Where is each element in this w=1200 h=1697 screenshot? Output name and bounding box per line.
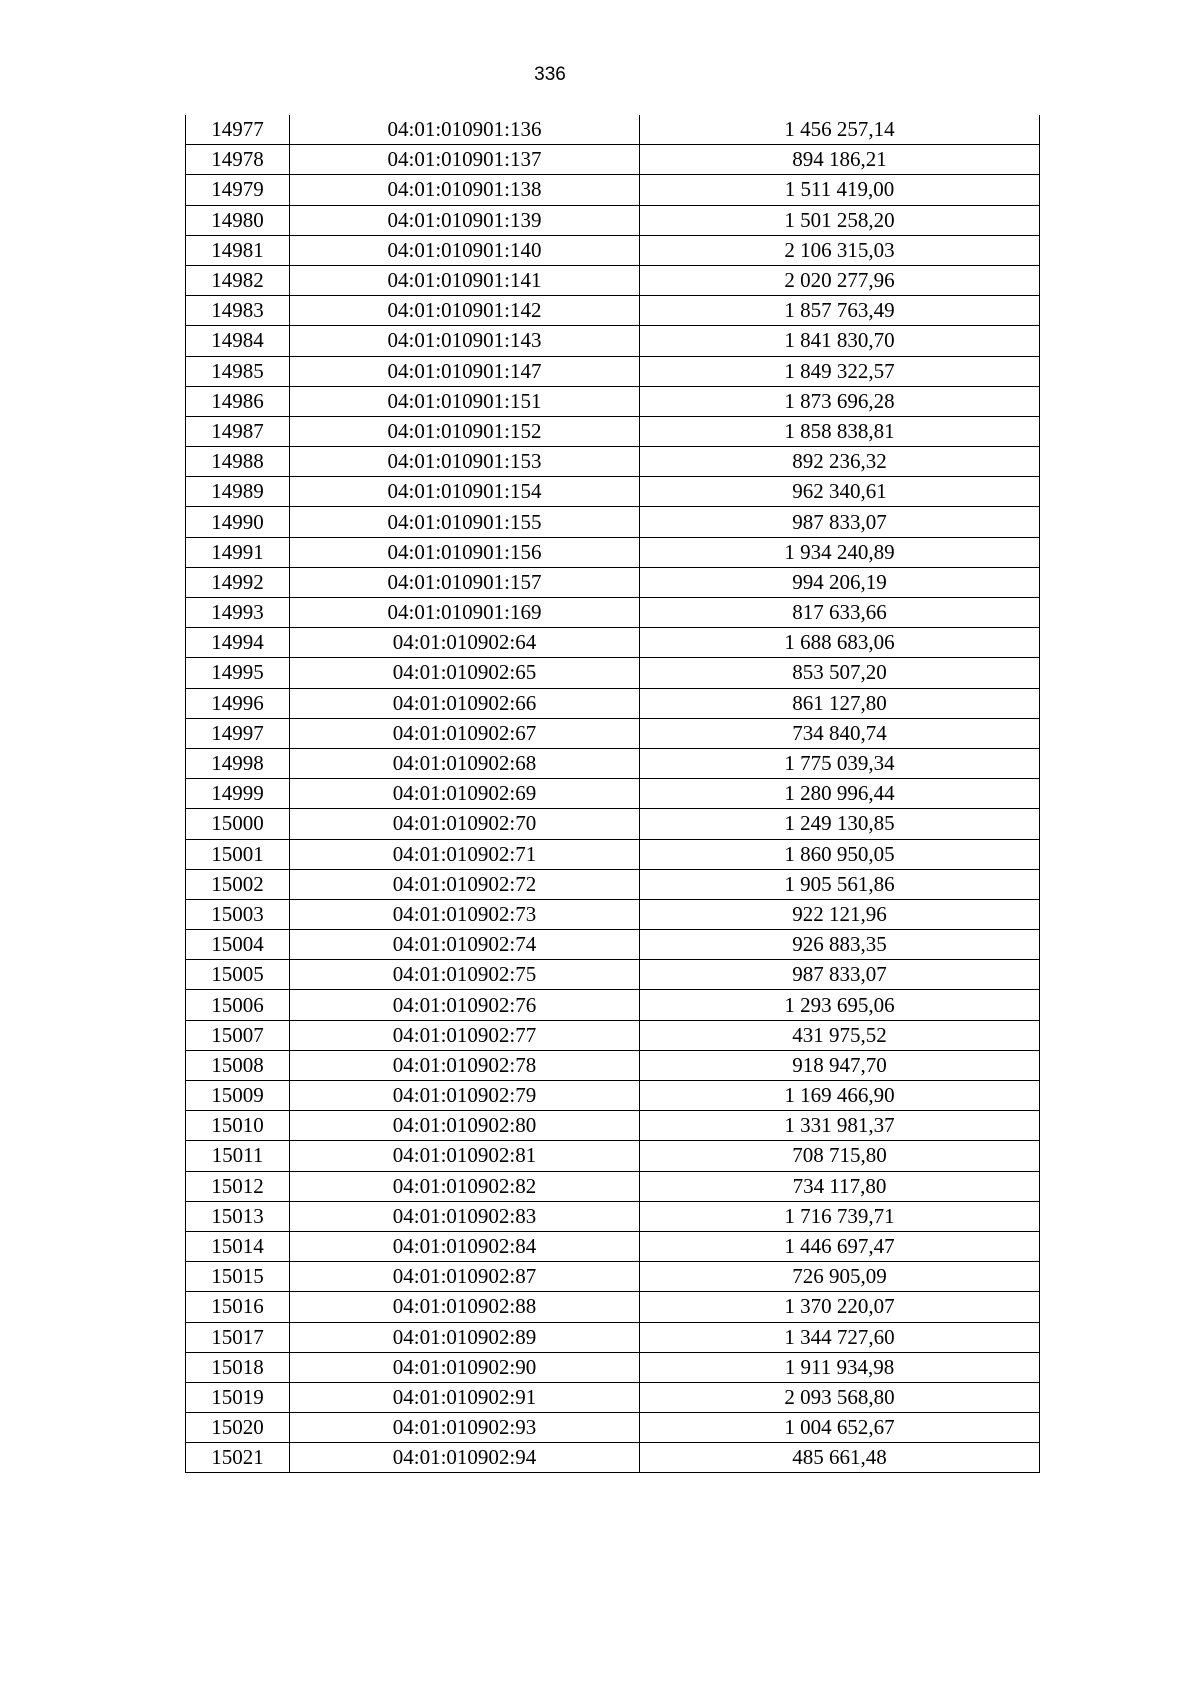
cadastral-value-cell: 853 507,20 <box>640 658 1040 688</box>
cadastral-value-cell: 431 975,52 <box>640 1020 1040 1050</box>
cadastral-number-cell: 04:01:010901:153 <box>290 447 640 477</box>
table-row <box>186 839 1040 869</box>
table-row <box>186 1050 1040 1080</box>
table-row <box>186 1111 1040 1141</box>
cadastral-number-cell: 04:01:010902:80 <box>290 1111 640 1141</box>
cadastral-value-cell: 1 873 696,28 <box>640 386 1040 416</box>
row-number-cell: 15006 <box>186 990 290 1020</box>
table-row <box>186 1201 1040 1231</box>
table-row <box>186 598 1040 628</box>
cadastral-value-cell: 926 883,35 <box>640 930 1040 960</box>
page-number: 336 <box>534 64 566 85</box>
cadastral-value-cell: 1 858 838,81 <box>640 416 1040 446</box>
cadastral-number-cell: 04:01:010902:87 <box>290 1262 640 1292</box>
row-number-cell: 14978 <box>186 145 290 175</box>
row-number-cell: 14995 <box>186 658 290 688</box>
table-row <box>186 296 1040 326</box>
table-row <box>186 145 1040 175</box>
cadastral-number-cell: 04:01:010902:65 <box>290 658 640 688</box>
row-number-cell: 15003 <box>186 899 290 929</box>
cadastral-value-cell: 1 775 039,34 <box>640 748 1040 778</box>
cadastral-value-cell: 2 106 315,03 <box>640 235 1040 265</box>
cadastral-number-cell: 04:01:010902:77 <box>290 1020 640 1050</box>
cadastral-value-cell: 1 911 934,98 <box>640 1352 1040 1382</box>
cadastral-value-cell: 1 841 830,70 <box>640 326 1040 356</box>
row-number-cell: 15007 <box>186 1020 290 1050</box>
cadastral-number-cell: 04:01:010901:151 <box>290 386 640 416</box>
table-row <box>186 1352 1040 1382</box>
table-row <box>186 1231 1040 1261</box>
cadastral-number-cell: 04:01:010901:140 <box>290 235 640 265</box>
cadastral-number-cell: 04:01:010902:76 <box>290 990 640 1020</box>
table-row <box>186 175 1040 205</box>
table-row <box>186 869 1040 899</box>
cadastral-number-cell: 04:01:010902:64 <box>290 628 640 658</box>
table-row <box>186 899 1040 929</box>
cadastral-number-cell: 04:01:010902:84 <box>290 1231 640 1261</box>
cadastral-value-cell: 1 860 950,05 <box>640 839 1040 869</box>
cadastral-number-cell: 04:01:010902:72 <box>290 869 640 899</box>
row-number-cell: 14981 <box>186 235 290 265</box>
table-row <box>186 386 1040 416</box>
table-row <box>186 1081 1040 1111</box>
cadastral-number-cell: 04:01:010902:66 <box>290 688 640 718</box>
row-number-cell: 14993 <box>186 598 290 628</box>
cadastral-number-cell: 04:01:010901:169 <box>290 598 640 628</box>
cadastral-number-cell: 04:01:010902:91 <box>290 1382 640 1412</box>
row-number-cell: 15018 <box>186 1352 290 1382</box>
cadastral-value-cell: 1 456 257,14 <box>640 115 1040 145</box>
table-row <box>186 990 1040 1020</box>
row-number-cell: 14992 <box>186 567 290 597</box>
table-row <box>186 748 1040 778</box>
cadastral-number-cell: 04:01:010902:68 <box>290 748 640 778</box>
row-number-cell: 14991 <box>186 537 290 567</box>
cadastral-value-cell: 1 004 652,67 <box>640 1413 1040 1443</box>
cadastral-value-cell: 1 331 981,37 <box>640 1111 1040 1141</box>
table-row <box>186 567 1040 597</box>
row-number-cell: 14994 <box>186 628 290 658</box>
table-row <box>186 1322 1040 1352</box>
cadastral-number-cell: 04:01:010901:154 <box>290 477 640 507</box>
cadastral-number-cell: 04:01:010901:136 <box>290 115 640 145</box>
row-number-cell: 15011 <box>186 1141 290 1171</box>
table-row <box>186 1443 1040 1473</box>
cadastral-value-cell: 734 117,80 <box>640 1171 1040 1201</box>
cadastral-value-cell: 2 020 277,96 <box>640 265 1040 295</box>
table-row <box>186 356 1040 386</box>
table-row <box>186 1020 1040 1050</box>
table-row <box>186 1141 1040 1171</box>
row-number-cell: 15000 <box>186 809 290 839</box>
cadastral-value-cell: 1 511 419,00 <box>640 175 1040 205</box>
cadastral-value-cell: 1 716 739,71 <box>640 1201 1040 1231</box>
cadastral-number-cell: 04:01:010902:90 <box>290 1352 640 1382</box>
cadastral-number-cell: 04:01:010901:156 <box>290 537 640 567</box>
row-number-cell: 15013 <box>186 1201 290 1231</box>
table-row <box>186 960 1040 990</box>
table-row <box>186 326 1040 356</box>
table-row <box>186 930 1040 960</box>
table-row <box>186 628 1040 658</box>
cadastral-number-cell: 04:01:010901:142 <box>290 296 640 326</box>
cadastral-number-cell: 04:01:010902:75 <box>290 960 640 990</box>
cadastral-number-cell: 04:01:010902:82 <box>290 1171 640 1201</box>
table-row <box>186 1171 1040 1201</box>
cadastral-number-cell: 04:01:010902:93 <box>290 1413 640 1443</box>
cadastral-number-cell: 04:01:010902:74 <box>290 930 640 960</box>
cadastral-value-cell: 918 947,70 <box>640 1050 1040 1080</box>
cadastral-number-cell: 04:01:010901:139 <box>290 205 640 235</box>
cadastral-value-cell: 1 280 996,44 <box>640 779 1040 809</box>
cadastral-value-cell: 1 293 695,06 <box>640 990 1040 1020</box>
cadastral-number-cell: 04:01:010902:94 <box>290 1443 640 1473</box>
table-row <box>186 718 1040 748</box>
cadastral-value-cell: 1 849 322,57 <box>640 356 1040 386</box>
cadastral-number-cell: 04:01:010902:73 <box>290 899 640 929</box>
row-number-cell: 15014 <box>186 1231 290 1261</box>
row-number-cell: 15001 <box>186 839 290 869</box>
row-number-cell: 14998 <box>186 748 290 778</box>
cadastral-value-cell: 2 093 568,80 <box>640 1382 1040 1412</box>
row-number-cell: 15016 <box>186 1292 290 1322</box>
cadastral-number-cell: 04:01:010901:137 <box>290 145 640 175</box>
cadastral-number-cell: 04:01:010902:83 <box>290 1201 640 1231</box>
row-number-cell: 15004 <box>186 930 290 960</box>
row-number-cell: 15009 <box>186 1081 290 1111</box>
cadastral-number-cell: 04:01:010901:138 <box>290 175 640 205</box>
row-number-cell: 15002 <box>186 869 290 899</box>
row-number-cell: 14977 <box>186 115 290 145</box>
row-number-cell: 14984 <box>186 326 290 356</box>
table-row <box>186 265 1040 295</box>
row-number-cell: 14979 <box>186 175 290 205</box>
cadastral-value-cell: 861 127,80 <box>640 688 1040 718</box>
cadastral-value-cell: 1 249 130,85 <box>640 809 1040 839</box>
row-number-cell: 15008 <box>186 1050 290 1080</box>
cadastral-number-cell: 04:01:010902:71 <box>290 839 640 869</box>
row-number-cell: 15021 <box>186 1443 290 1473</box>
row-number-cell: 15010 <box>186 1111 290 1141</box>
cadastral-number-cell: 04:01:010902:69 <box>290 779 640 809</box>
table-row <box>186 235 1040 265</box>
row-number-cell: 14999 <box>186 779 290 809</box>
cadastral-value-cell: 892 236,32 <box>640 447 1040 477</box>
cadastral-value-cell: 994 206,19 <box>640 567 1040 597</box>
cadastral-value-cell: 962 340,61 <box>640 477 1040 507</box>
cadastral-number-cell: 04:01:010901:152 <box>290 416 640 446</box>
cadastral-value-cell: 1 501 258,20 <box>640 205 1040 235</box>
table-row <box>186 779 1040 809</box>
row-number-cell: 14988 <box>186 447 290 477</box>
table-row <box>186 477 1040 507</box>
cadastral-value-cell: 817 633,66 <box>640 598 1040 628</box>
table-body <box>186 115 1040 1473</box>
cadastral-value-cell: 1 169 466,90 <box>640 1081 1040 1111</box>
row-number-cell: 14997 <box>186 718 290 748</box>
cadastral-number-cell: 04:01:010901:141 <box>290 265 640 295</box>
table-row <box>186 537 1040 567</box>
cadastral-value-cell: 1 857 763,49 <box>640 296 1040 326</box>
cadastral-value-cell: 708 715,80 <box>640 1141 1040 1171</box>
cadastral-value-cell: 1 905 561,86 <box>640 869 1040 899</box>
row-number-cell: 14986 <box>186 386 290 416</box>
cadastral-number-cell: 04:01:010901:143 <box>290 326 640 356</box>
cadastral-value-cell: 1 688 683,06 <box>640 628 1040 658</box>
row-number-cell: 14987 <box>186 416 290 446</box>
row-number-cell: 14982 <box>186 265 290 295</box>
cadastral-value-cell: 894 186,21 <box>640 145 1040 175</box>
table-row <box>186 205 1040 235</box>
cadastral-number-cell: 04:01:010901:157 <box>290 567 640 597</box>
cadastral-number-cell: 04:01:010902:67 <box>290 718 640 748</box>
cadastral-number-cell: 04:01:010902:78 <box>290 1050 640 1080</box>
row-number-cell: 15005 <box>186 960 290 990</box>
cadastral-number-cell: 04:01:010902:89 <box>290 1322 640 1352</box>
table-row <box>186 809 1040 839</box>
cadastral-number-cell: 04:01:010902:70 <box>290 809 640 839</box>
row-number-cell: 15020 <box>186 1413 290 1443</box>
row-number-cell: 14983 <box>186 296 290 326</box>
table-row <box>186 658 1040 688</box>
cadastral-value-cell: 987 833,07 <box>640 960 1040 990</box>
row-number-cell: 15015 <box>186 1262 290 1292</box>
cadastral-value-cell: 1 344 727,60 <box>640 1322 1040 1352</box>
table-row <box>186 1413 1040 1443</box>
table-row <box>186 115 1040 145</box>
cadastral-number-cell: 04:01:010902:81 <box>290 1141 640 1171</box>
table-row <box>186 1292 1040 1322</box>
cadastral-number-cell: 04:01:010901:155 <box>290 507 640 537</box>
cadastral-value-cell: 1 934 240,89 <box>640 537 1040 567</box>
row-number-cell: 14985 <box>186 356 290 386</box>
cadastral-number-cell: 04:01:010901:147 <box>290 356 640 386</box>
row-number-cell: 14996 <box>186 688 290 718</box>
table-row <box>186 447 1040 477</box>
row-number-cell: 15017 <box>186 1322 290 1352</box>
table-row <box>186 688 1040 718</box>
cadastral-value-cell: 1 446 697,47 <box>640 1231 1040 1261</box>
cadastral-value-cell: 1 370 220,07 <box>640 1292 1040 1322</box>
table-row <box>186 416 1040 446</box>
cadastral-value-table <box>185 115 1040 1473</box>
cadastral-value-cell: 485 661,48 <box>640 1443 1040 1473</box>
table-row <box>186 1262 1040 1292</box>
cadastral-value-cell: 987 833,07 <box>640 507 1040 537</box>
table-row <box>186 1382 1040 1412</box>
cadastral-number-cell: 04:01:010902:79 <box>290 1081 640 1111</box>
table-row <box>186 507 1040 537</box>
row-number-cell: 15019 <box>186 1382 290 1412</box>
cadastral-value-cell: 726 905,09 <box>640 1262 1040 1292</box>
cadastral-value-cell: 922 121,96 <box>640 899 1040 929</box>
row-number-cell: 15012 <box>186 1171 290 1201</box>
cadastral-number-cell: 04:01:010902:88 <box>290 1292 640 1322</box>
row-number-cell: 14989 <box>186 477 290 507</box>
row-number-cell: 14980 <box>186 205 290 235</box>
cadastral-value-cell: 734 840,74 <box>640 718 1040 748</box>
row-number-cell: 14990 <box>186 507 290 537</box>
